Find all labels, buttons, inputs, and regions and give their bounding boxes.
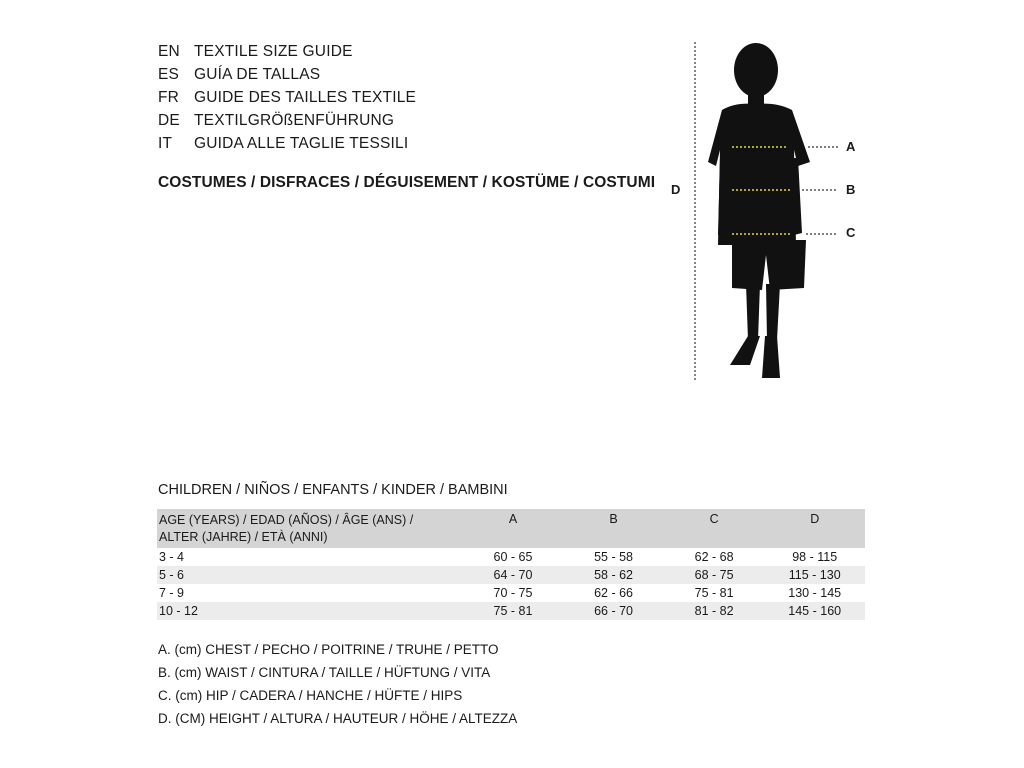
header-d: D [764,509,865,548]
cell-b: 55 - 58 [594,550,634,564]
language-row-fr [158,86,416,109]
measure-label-c: C [846,225,856,240]
language-title: GUÍA DE TALLAS [194,65,321,83]
header-b: B [563,509,664,548]
table-row [157,602,865,620]
language-title: GUIDE DES TAILLES TEXTILE [194,88,417,106]
header-age-line1: AGE (YEARS) / EDAD (AÑOS) / ÂGE (ANS) / [159,512,414,527]
cell-b: 62 - 66 [594,586,634,600]
header-a: A [463,509,564,548]
cell-d: 130 - 145 [788,586,842,600]
cell-c: 68 - 75 [664,566,765,584]
legend-item-height: D. (CM) HEIGHT / ALTURA / HAUTEUR / HÖHE / ALTEZZA [158,711,518,726]
header-age-line2: ALTER (JAHRE) / ETÀ (ANNI) [159,529,328,544]
language-row-de [158,109,416,132]
table-row [157,548,865,566]
language-row-en [158,40,416,63]
cell-age: 3 - 4 [159,550,185,564]
cell-age: 10 - 12 [157,602,463,620]
language-code: DE [158,111,180,129]
header-c: C [664,509,765,548]
cell-c: 75 - 81 [694,586,734,600]
cell-age: 5 - 6 [157,566,463,584]
child-silhouette-icon [660,40,880,385]
language-row-it [158,132,416,155]
language-row-es [158,63,416,86]
cell-a: 70 - 75 [493,586,533,600]
silhouette-shape [708,43,810,378]
cell-d: 98 - 115 [792,550,838,564]
cell-a: 60 - 65 [493,550,533,564]
cell-b: 66 - 70 [563,602,664,620]
section-title: CHILDREN / NIÑOS / ENFANTS / KINDER / BAMBINI [158,482,508,498]
cell-a: 64 - 70 [463,566,564,584]
cell-b: 58 - 62 [563,566,664,584]
measure-label-a: A [846,139,856,154]
legend-item-chest: A. (cm) CHEST / PECHO / POITRINE / TRUHE / PETTO [158,642,499,657]
language-code: FR [158,88,180,106]
cell-d: 115 - 130 [764,566,865,584]
costumes-subtitle: COSTUMES / DISFRACES / DÉGUISEMENT / KOSTÜME / COSTUMI [158,174,656,191]
language-code: EN [158,42,180,60]
size-table [157,509,865,620]
measure-label-b: B [846,182,856,197]
legend-item-hip: C. (cm) HIP / CADERA / HANCHE / HÜFTE / HIPS [158,688,463,703]
language-title-list [158,40,416,155]
language-title: TEXTILE SIZE GUIDE [194,42,353,60]
measurement-legend [158,638,517,730]
language-code: IT [158,134,173,152]
measure-label-d: D [671,182,681,197]
cell-c: 62 - 68 [694,550,734,564]
language-title: TEXTILGRÖßENFÜHRUNG [194,111,395,129]
language-title: GUIDA ALLE TAGLIE TESSILI [194,134,409,152]
table-row [157,584,865,602]
cell-age: 7 - 9 [159,586,185,600]
cell-a: 75 - 81 [463,602,564,620]
legend-item-waist: B. (cm) WAIST / CINTURA / TAILLE / HÜFTUNG / VITA [158,665,491,680]
table-row [157,566,865,584]
child-measurement-figure [660,40,880,385]
cell-c: 81 - 82 [664,602,765,620]
header-age [157,509,463,548]
cell-d: 145 - 160 [764,602,865,620]
language-code: ES [158,65,180,83]
table-header-row [157,509,865,548]
